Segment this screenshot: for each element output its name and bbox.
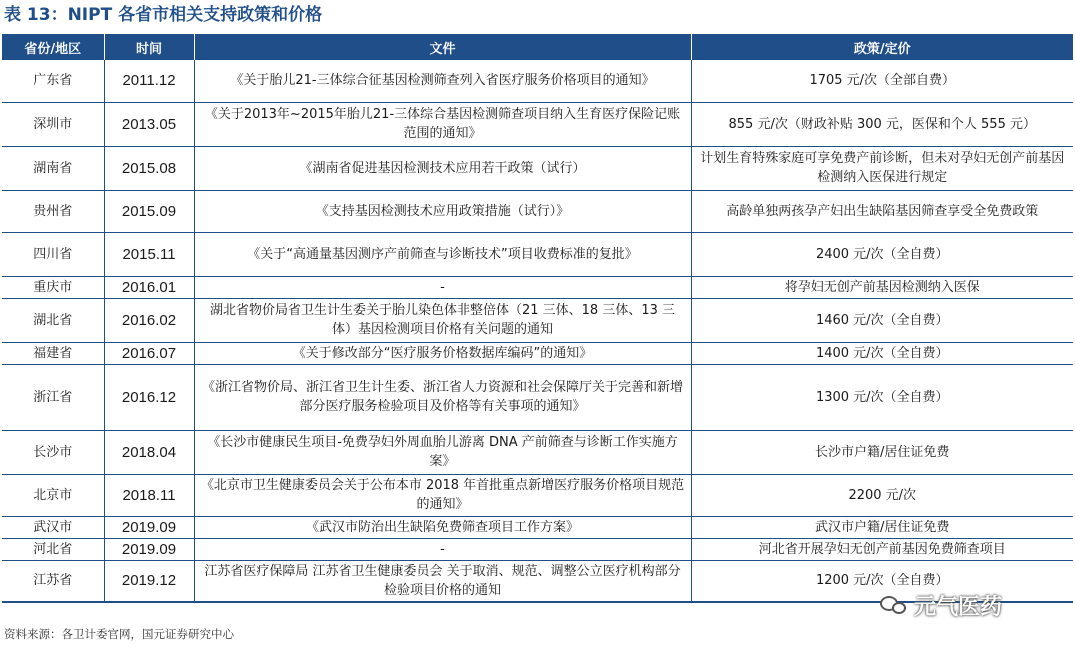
- cell-file: 《北京市卫生健康委员会关于公布本市 2018 年首批重点新增医疗服务价格项目规范的通知》: [194, 474, 691, 516]
- cell-region: 长沙市: [2, 430, 104, 474]
- cell-region: 四川省: [2, 232, 104, 276]
- cell-date: 2016.12: [104, 364, 194, 430]
- cell-region: 贵州省: [2, 190, 104, 232]
- watermark-label: 元气医药: [914, 594, 1003, 620]
- cell-region: 深圳市: [2, 102, 104, 146]
- cell-file: 江苏省医疗保障局 江苏省卫生健康委员会 关于取消、规范、调整公立医疗机构部分检验项目价格的通知: [194, 560, 691, 602]
- cell-policy: 将孕妇无创产前基因检测纳入医保: [691, 276, 1073, 298]
- watermark: [880, 590, 1002, 620]
- cell-file: 《关于2013年~2015年胎儿21-三体综合基因检测筛查项目纳入生育医疗保险记账范围的通知》: [194, 102, 691, 146]
- cell-date: 2016.07: [104, 342, 194, 364]
- cell-date: 2016.01: [104, 276, 194, 298]
- cell-policy: 计划生育特殊家庭可享免费产前诊断，但未对孕妇无创产前基因检测纳入医保进行规定: [691, 146, 1073, 190]
- cell-policy: 855 元/次（财政补贴 300 元，医保和个人 555 元）: [691, 102, 1073, 146]
- table-title: 表 13：NIPT 各省市相关支持政策和价格: [4, 5, 323, 25]
- header-policy: 政策/定价: [691, 34, 1073, 60]
- cell-file: 《关于修改部分“医疗服务价格数据库编码”的通知》: [194, 342, 691, 364]
- cell-date: 2015.11: [104, 232, 194, 276]
- cell-region: 湖南省: [2, 146, 104, 190]
- cell-region: 武汉市: [2, 516, 104, 538]
- cell-region: 广东省: [2, 60, 104, 102]
- header-file: 文件: [194, 34, 691, 60]
- cell-date: 2013.05: [104, 102, 194, 146]
- table-row: [2, 276, 1073, 298]
- cell-policy: 1400 元/次（全自费）: [691, 342, 1073, 364]
- table-row: [2, 474, 1073, 516]
- table-row: [2, 364, 1073, 430]
- cell-file: -: [194, 538, 691, 560]
- cell-policy: 河北省开展孕妇无创产前基因免费筛查项目: [691, 538, 1073, 560]
- cell-file: 《关于胎儿21-三体综合征基因检测筛查列入省医疗服务价格项目的通知》: [194, 60, 691, 102]
- cell-file: 《浙江省物价局、浙江省卫生计生委、浙江省人力资源和社会保障厅关于完善和新增部分医疗服务检验项目及价格等有关事项的通知》: [194, 364, 691, 430]
- cell-policy: 2400 元/次（全自费）: [691, 232, 1073, 276]
- cell-date: 2011.12: [104, 60, 194, 102]
- cell-date: 2019.12: [104, 560, 194, 602]
- cell-policy: 1200 元/次（全自费）: [691, 560, 1073, 602]
- cell-policy: 1300 元/次（全自费）: [691, 364, 1073, 430]
- cell-region: 重庆市: [2, 276, 104, 298]
- cell-date: 2015.08: [104, 146, 194, 190]
- table-row: [2, 102, 1073, 146]
- table-row: [2, 232, 1073, 276]
- policy-table: [2, 34, 1073, 603]
- cell-file: 《长沙市健康民生项目-免费孕妇外周血胎儿游离 DNA 产前筛查与诊断工作实施方案》: [194, 430, 691, 474]
- cell-file: 《关于“高通量基因测序产前筛查与诊断技术”项目收费标准的复批》: [194, 232, 691, 276]
- cell-policy: 1705 元/次（全部自费）: [691, 60, 1073, 102]
- table-row: [2, 298, 1073, 342]
- cell-file: -: [194, 276, 691, 298]
- cell-region: 浙江省: [2, 364, 104, 430]
- table-header-row: [2, 34, 1073, 60]
- source-note: 资料来源：各卫计委官网，国元证券研究中心: [4, 627, 234, 641]
- cell-policy: 武汉市户籍/居住证免费: [691, 516, 1073, 538]
- cell-date: 2018.11: [104, 474, 194, 516]
- table-row: [2, 342, 1073, 364]
- cell-policy: 1460 元/次（全自费）: [691, 298, 1073, 342]
- cell-region: 江苏省: [2, 560, 104, 602]
- cell-date: 2018.04: [104, 430, 194, 474]
- table-row: [2, 60, 1073, 102]
- cell-file: 湖北省物价局省卫生计生委关于胎儿染色体非整倍体（21 三体、18 三体、13 三体）基因检测项目价格有关问题的通知: [194, 298, 691, 342]
- table-row: [2, 516, 1073, 538]
- cell-region: 福建省: [2, 342, 104, 364]
- cell-region: 北京市: [2, 474, 104, 516]
- header-region: 省份/地区: [2, 34, 104, 60]
- header-date: 时间: [104, 34, 194, 60]
- cell-policy: 长沙市户籍/居住证免费: [691, 430, 1073, 474]
- cell-policy: 2200 元/次: [691, 474, 1073, 516]
- cell-file: 《支持基因检测技术应用政策措施（试行）》: [194, 190, 691, 232]
- cell-file: 《湖南省促进基因检测技术应用若干政策（试行）: [194, 146, 691, 190]
- cell-date: 2019.09: [104, 538, 194, 560]
- table-row: [2, 538, 1073, 560]
- cell-date: 2015.09: [104, 190, 194, 232]
- cell-policy: 高龄单独两孩孕产妇出生缺陷基因筛查享受全免费政策: [691, 190, 1073, 232]
- cell-region: 河北省: [2, 538, 104, 560]
- cell-date: 2016.02: [104, 298, 194, 342]
- cell-region: 湖北省: [2, 298, 104, 342]
- table-row: [2, 146, 1073, 190]
- cell-file: 《武汉市防治出生缺陷免费筛查项目工作方案》: [194, 516, 691, 538]
- wechat-icon: [880, 594, 908, 616]
- table-row: [2, 190, 1073, 232]
- cell-date: 2019.09: [104, 516, 194, 538]
- table-row: [2, 430, 1073, 474]
